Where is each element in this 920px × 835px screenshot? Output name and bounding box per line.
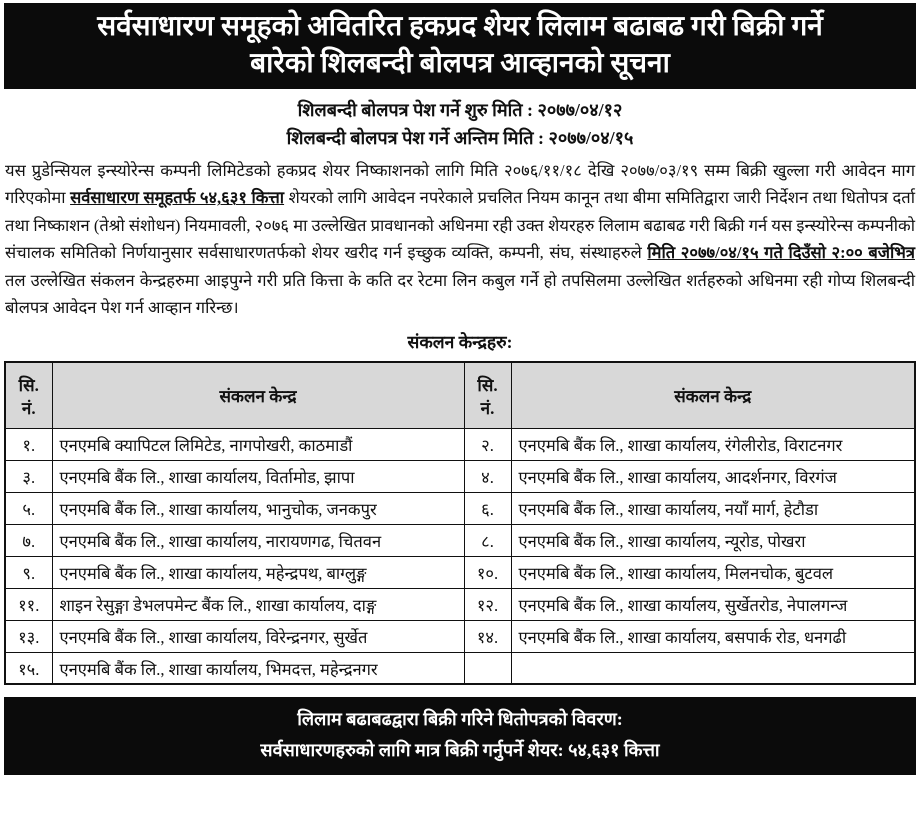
notice-title-banner xyxy=(4,3,916,89)
row-center: एनएमबि बैंक लि., शाखा कार्यालय, विर्तामोड, झापा xyxy=(52,460,464,492)
table-header-row xyxy=(5,362,915,428)
row-sn xyxy=(464,652,511,684)
row-center xyxy=(511,652,915,684)
notice-title-line2: बारेको शिलबन्दी बोलपत्र आव्हानको सूचना xyxy=(250,48,670,79)
row-sn: १. xyxy=(5,428,52,460)
table-row xyxy=(5,588,915,620)
notice-body-paragraph xyxy=(5,157,915,321)
row-center: एनएमबि बैंक लि., शाखा कार्यालय, न्यूरोड, पोखरा xyxy=(511,524,915,556)
highlight-deadline: मिति २०७७/०४/१५ गते दिउँसो २:०० बजेभित्र xyxy=(647,243,915,263)
table-row xyxy=(5,492,915,524)
paragraph-text-2: शेयरको लागि आवेदन नपरेकाले प्रचलित नियम कानून तथा बीमा समितिद्वारा जारी निर्देशन तथा धितोपत्र दर्ता तथा निष्काशन (तेश्रो संशोधन) नियमावली, २०७६ मा उल्लेखित प्रावधानको अधिनमा रही उक्त शेयरहरु लिलाम बढाबढ गरी बिक्री गर्न यस इन्स्योरेन्स कम्पनीको संचालक समितिको निर्णयानुसार सर्वसाधारणतर्फको शेयर खरीद गर्न इच्छुक व्यक्ति, कम्पनी, संघ, संस्थाहरुले xyxy=(5,188,915,263)
header-sn-right xyxy=(464,362,511,428)
table-row xyxy=(5,524,915,556)
row-sn: ३. xyxy=(5,460,52,492)
row-center: एनएमबि बैंक लि., शाखा कार्यालय, सुर्खेतरोड, नेपालगन्ज xyxy=(511,588,915,620)
row-center: एनएमबि क्यापिटल लिमिटेड, नागपोखरी, काठमाडौं xyxy=(52,428,464,460)
row-center: एनएमबि बैंक लि., शाखा कार्यालय, भिमदत्त, महेन्द्रनगर xyxy=(52,652,464,684)
row-center: एनएमबि बैंक लि., शाखा कार्यालय, भानुचोक, जनकपुर xyxy=(52,492,464,524)
table-row xyxy=(5,428,915,460)
row-sn: १५. xyxy=(5,652,52,684)
row-sn: १३. xyxy=(5,620,52,652)
highlight-shares-count: सर्वसाधारण समूहतर्फ ५४,६३१ कित्ता xyxy=(70,188,285,208)
paragraph-text-1: यस प्रुडेन्सियल इन्स्योरेन्स कम्पनी लिमिटेडको हकप्रद शेयर निष्काशनको लागि मिति २०७६/११/१८ देखि २०७७/०३/१९ सम्म बिक्री खुल्ला गरी आवेदन माग गरिएकोमा xyxy=(5,161,915,208)
row-center: एनएमबि बैंक लि., शाखा कार्यालय, रंगेलीरोड, विराटनगर xyxy=(511,428,915,460)
header-center-right: संकलन केन्द्र xyxy=(511,362,915,428)
notice-title-line1: सर्वसाधारण समूहको अवितरित हकप्रद शेयर लिलाम बढाबढ गरी बिक्री गर्ने xyxy=(97,11,823,42)
table-row xyxy=(5,620,915,652)
table-row xyxy=(5,652,915,684)
header-sn-right-line2: नं. xyxy=(480,398,495,418)
paragraph-text-3: तल उल्लेखित संकलन केन्द्रहरुमा आइपुग्ने गरी प्रति कित्ता के कति दर रेटमा लिन कबुल गर्ने हो तपसिलमा उल्लेखित शर्तहरुको अधिनमा रही गोप्य शिलबन्दी बोलपत्र आवेदन पेश गर्न आव्हान गरिन्छ। xyxy=(5,270,915,318)
table-row xyxy=(5,460,915,492)
header-sn-left-line1: सि. xyxy=(18,375,39,395)
footer-line2: सर्वसाधारणहरुको लागि मात्र बिक्री गर्नुपर्ने शेयर: ५४,६३१ कित्ता xyxy=(260,740,660,761)
row-center: शाइन रेसुङ्गा डेभलपमेन्ट बैंक लि., शाखा कार्यालय, दाङ्ग xyxy=(52,588,464,620)
row-sn: ११. xyxy=(5,588,52,620)
footer-line1: लिलाम बढाबढद्वारा बिक्री गरिने धितोपत्रको विवरण: xyxy=(297,709,623,730)
collection-centers-heading: संकलन केन्द्रहरु: xyxy=(407,332,513,353)
bid-end-date-line: शिलबन्दी बोलपत्र पेश गर्ने अन्तिम मिति : २०७७/०४/१५ xyxy=(286,128,634,148)
row-center: एनएमबि बैंक लि., शाखा कार्यालय, नारायणगढ, चितवन xyxy=(52,524,464,556)
row-sn: १४. xyxy=(464,620,511,652)
row-center: एनएमबि बैंक लि., शाखा कार्यालय, बसपार्क रोड, धनगढी xyxy=(511,620,915,652)
table-row xyxy=(5,556,915,588)
collection-centers-table xyxy=(4,361,916,685)
header-sn-left xyxy=(5,362,52,428)
header-sn-right-line1: सि. xyxy=(477,375,498,395)
row-sn: १२. xyxy=(464,588,511,620)
row-sn: ४. xyxy=(464,460,511,492)
row-sn: ७. xyxy=(5,524,52,556)
row-center: एनएमबि बैंक लि., शाखा कार्यालय, विरेन्द्रनगर, सुर्खेत xyxy=(52,620,464,652)
row-sn: ९. xyxy=(5,556,52,588)
row-center: एनएमबि बैंक लि., शाखा कार्यालय, आदर्शनगर, विरगंज xyxy=(511,460,915,492)
row-sn: १०. xyxy=(464,556,511,588)
row-center: एनएमबि बैंक लि., शाखा कार्यालय, मिलनचोक, बुटवल xyxy=(511,556,915,588)
row-sn: ५. xyxy=(5,492,52,524)
row-center: एनएमबि बैंक लि., शाखा कार्यालय, नयाँ मार्ग, हेटौडा xyxy=(511,492,915,524)
row-sn: ६. xyxy=(464,492,511,524)
bid-dates xyxy=(4,96,916,152)
row-center: एनएमबि बैंक लि., शाखा कार्यालय, महेन्द्रपथ, बाग्लुङ्ग xyxy=(52,556,464,588)
header-center-left: संकलन केन्द्र xyxy=(52,362,464,428)
header-sn-left-line2: नं. xyxy=(21,398,36,418)
row-sn: ८. xyxy=(464,524,511,556)
row-sn: २. xyxy=(464,428,511,460)
footer-banner xyxy=(4,697,916,775)
bid-start-date-line: शिलबन्दी बोलपत्र पेश गर्ने शुरु मिति : २०७७/०४/१२ xyxy=(297,100,623,120)
